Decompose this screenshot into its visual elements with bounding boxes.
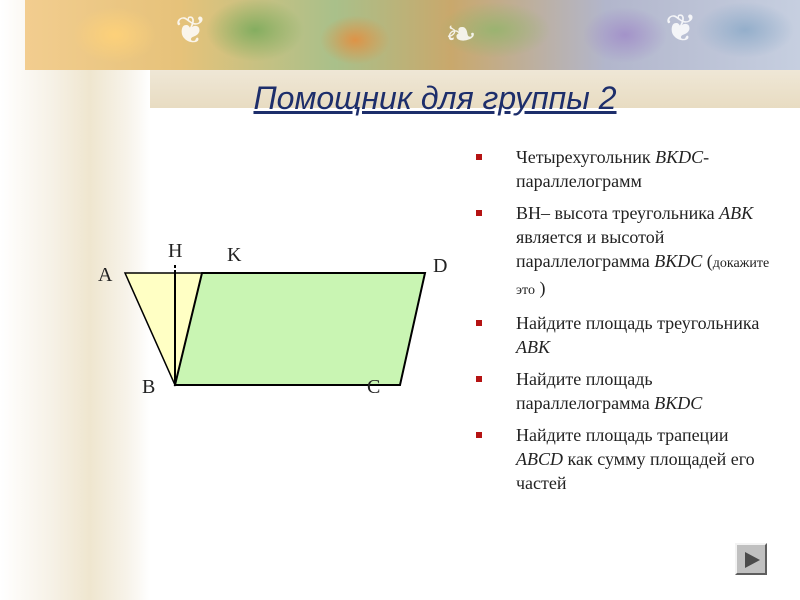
- leaf-decor-icon: ❦: [665, 8, 697, 50]
- label-b: B: [142, 376, 156, 398]
- bullet-text: Найдите площадь треугольника: [516, 313, 760, 333]
- bullet-text: является и высотой параллелограмма: [516, 227, 665, 271]
- label-h: H: [168, 240, 183, 262]
- next-slide-button[interactable]: [735, 543, 767, 575]
- play-right-icon: [742, 550, 762, 570]
- bullet-text: -параллелограмм: [516, 147, 710, 191]
- parallelogram-bkdc: [175, 273, 425, 385]
- bullet-square-icon: [476, 154, 482, 160]
- bullet-text: BKDC: [655, 147, 704, 167]
- bullet-list: [474, 145, 774, 503]
- bullet-text: докажите это: [516, 256, 770, 298]
- page-title: Помощник для группы 2: [253, 80, 617, 116]
- bullet-text: ): [534, 278, 546, 298]
- bullet-text: Найдите площадь трапеции: [516, 425, 729, 445]
- bullet-text: ВН– высота треугольника: [516, 203, 720, 223]
- bullet-text: ABCD: [516, 449, 563, 469]
- label-d: D: [433, 255, 448, 277]
- bullet-text: ABK: [719, 203, 754, 223]
- bullet-square-icon: [476, 320, 482, 326]
- bullet-item: [474, 311, 774, 359]
- bullet-item: [474, 201, 774, 303]
- bullet-text: BKDC: [654, 251, 703, 271]
- bullet-text: как сумму площадей его частей: [516, 449, 755, 493]
- geometry-diagram: [90, 225, 470, 405]
- bullet-text: Найдите площадь параллелограмма: [516, 369, 655, 413]
- bullet-item: [474, 367, 774, 415]
- bullet-text: BKDC: [654, 393, 703, 413]
- bullet-text: ABK: [516, 337, 550, 357]
- label-c: C: [367, 376, 381, 398]
- leaf-decor-icon: ❦: [175, 10, 207, 52]
- label-k: K: [227, 244, 242, 266]
- bullet-item: [474, 423, 774, 495]
- leaf-decor-icon: ❧: [445, 14, 477, 56]
- bullet-square-icon: [476, 376, 482, 382]
- bullet-square-icon: [476, 210, 482, 216]
- bullet-item: [474, 145, 774, 193]
- bullet-text: (: [702, 251, 713, 271]
- bullet-square-icon: [476, 432, 482, 438]
- label-a: A: [98, 264, 113, 286]
- bullet-text: Четырехугольник: [516, 147, 656, 167]
- leaf-banner: [25, 0, 800, 70]
